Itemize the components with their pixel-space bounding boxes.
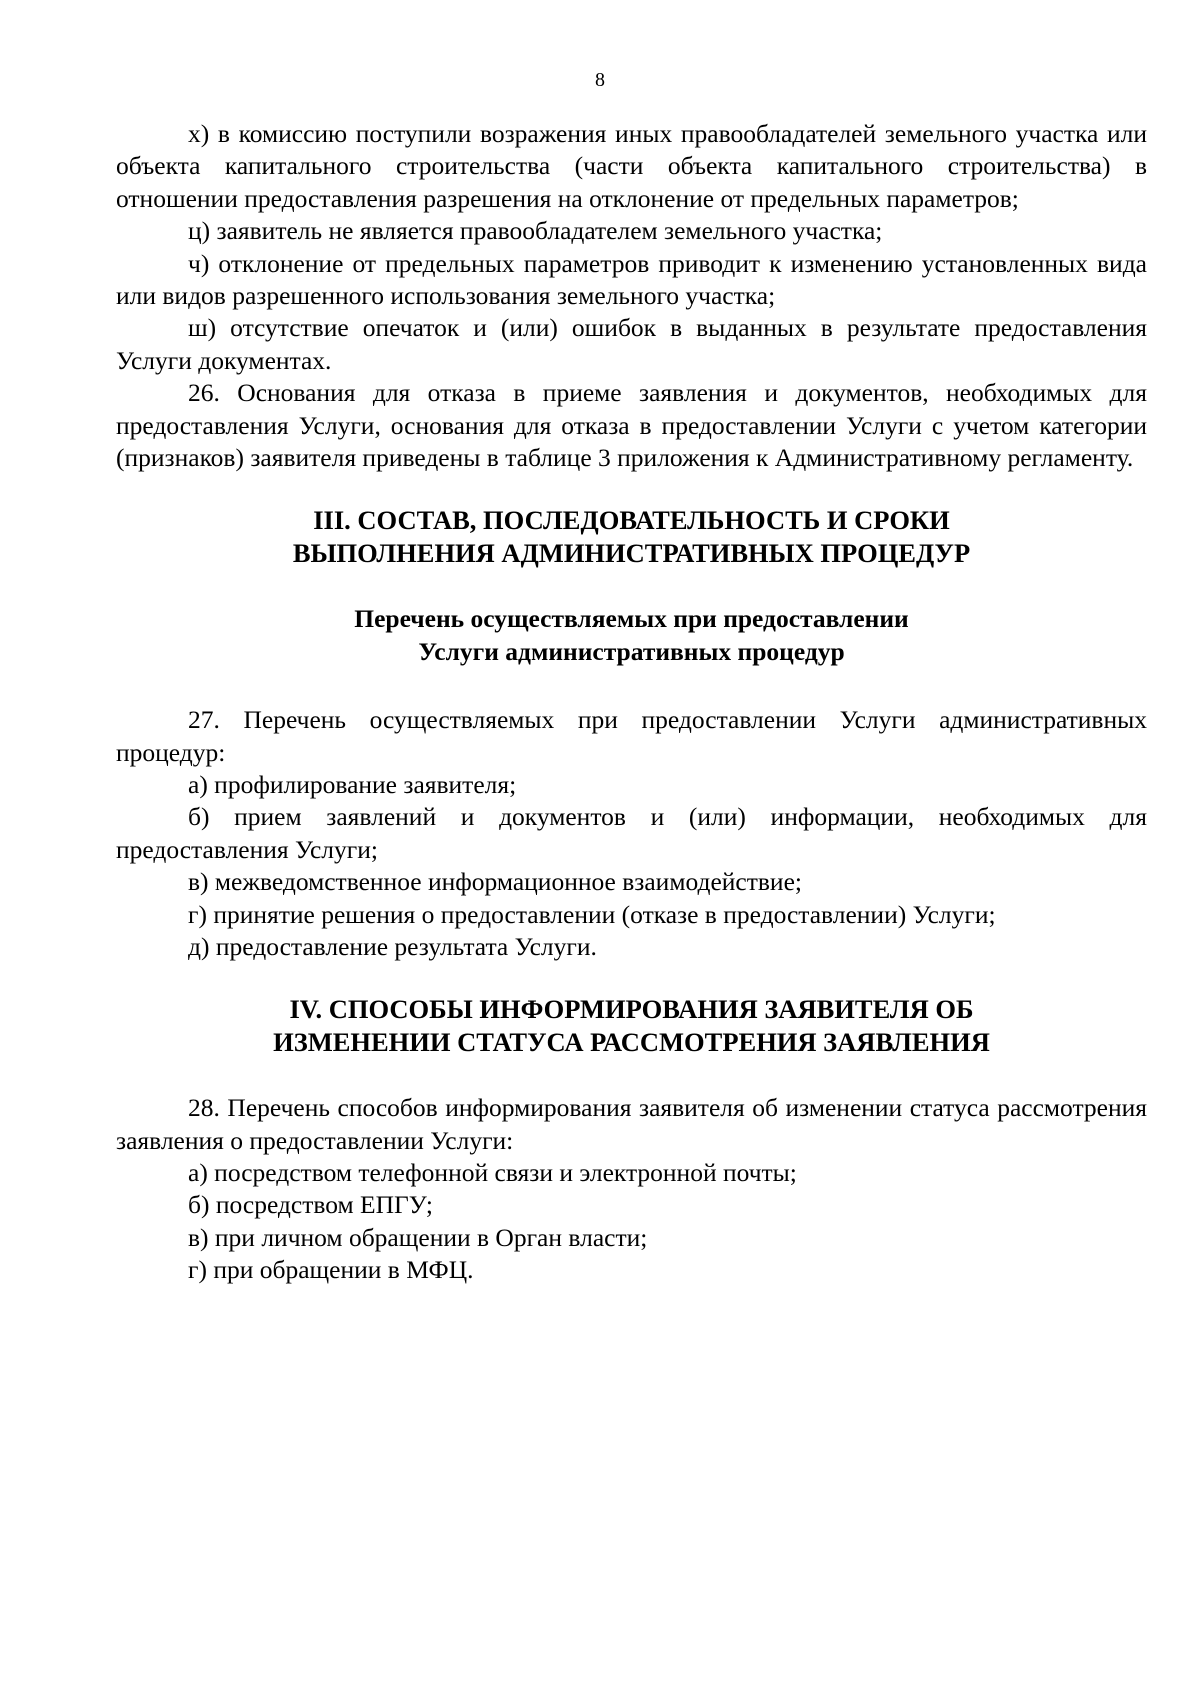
method-item-b: б) посредством ЕПГУ; bbox=[188, 1190, 433, 1220]
section-4-heading-line-2: ИЗМЕНЕНИИ СТАТУСА РАССМОТРЕНИЯ ЗАЯВЛЕНИЯ bbox=[273, 1026, 990, 1057]
clause-sh: ш) отсутствие опечаток и (или) ошибок в выданных в результате предоставления Услуги документах. bbox=[116, 313, 1147, 375]
list-item-v: в) межведомственное информационное взаимодействие; bbox=[188, 867, 802, 897]
section-3-subheading-line-1: Перечень осуществляемых при предоставлении bbox=[354, 604, 909, 634]
page-number: 8 bbox=[595, 69, 605, 91]
section-3-heading bbox=[116, 504, 1147, 569]
paragraph-26: 26. Основания для отказа в приеме заявления и документов, необходимых для предоставления Услуги, основания для отказа в предоставлении Услуги с учетом категории (признаков) заявителя приведены в таблице 3 приложения к Административному регламенту. bbox=[116, 378, 1147, 473]
section-3-heading-line-2: ВЫПОЛНЕНИЯ АДМИНИСТРАТИВНЫХ ПРОЦЕДУР bbox=[292, 537, 971, 568]
section-3-heading-line-1: III. СОСТАВ, ПОСЛЕДОВАТЕЛЬНОСТЬ И СРОКИ bbox=[313, 505, 950, 536]
list-item-d: д) предоставление результата Услуги. bbox=[188, 931, 597, 961]
method-item-g: г) при обращении в МФЦ. bbox=[188, 1255, 474, 1285]
paragraph-27: 27. Перечень осуществляемых при предоставлении Услуги административных процедур: bbox=[116, 705, 1147, 767]
section-3-subheading bbox=[116, 603, 1147, 668]
list-item-b: б) прием заявлений и документов и (или) информации, необходимых для предоставления Услуги; bbox=[116, 802, 1147, 864]
document-body bbox=[116, 118, 1147, 1287]
paragraph-28: 28. Перечень способов информирования заявителя об изменении статуса рассмотрения заявления о предоставлении Услуги: bbox=[116, 1093, 1147, 1155]
list-item-g: г) принятие решения о предоставлении (отказе в предоставлении) Услуги; bbox=[188, 899, 996, 929]
section-4-heading bbox=[116, 993, 1147, 1058]
clause-ch: ч) отклонение от предельных параметров приводит к изменению установленных вида или видов разрешенного использования земельного участка; bbox=[116, 248, 1147, 311]
method-item-a: а) посредством телефонной связи и электронной почты; bbox=[188, 1157, 797, 1187]
clause-kh: х) в комиссию поступили возражения иных правообладателей земельного участка или объекта капитального строительства (части объекта капитального строительства) в отношении предоставления разрешения на отклонение от предельных параметров; bbox=[116, 119, 1147, 213]
section-3-subheading-line-2: Услуги административных процедур bbox=[418, 636, 845, 666]
section-4-heading-line-1: IV. СПОСОБЫ ИНФОРМИРОВАНИЯ ЗАЯВИТЕЛЯ ОБ bbox=[289, 994, 974, 1025]
list-item-a: а) профилирование заявителя; bbox=[188, 769, 517, 799]
clause-ts: ц) заявитель не является правообладателем земельного участка; bbox=[188, 216, 883, 246]
method-item-v: в) при личном обращении в Орган власти; bbox=[188, 1222, 648, 1252]
